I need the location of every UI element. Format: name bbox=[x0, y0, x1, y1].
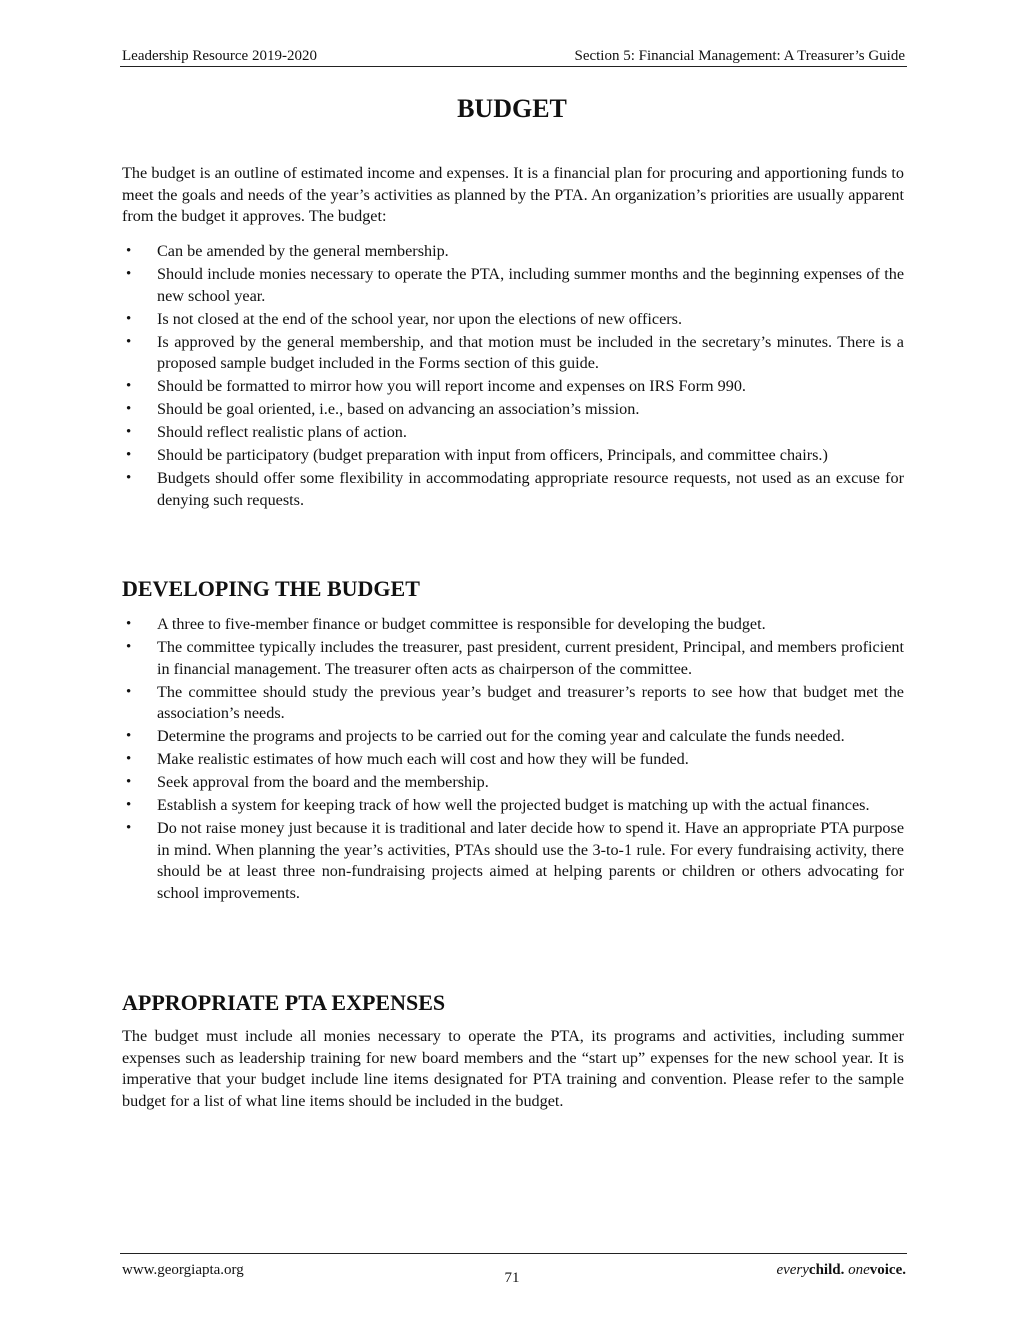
budget-bullet-list bbox=[122, 241, 904, 513]
list-item: • Should include monies necessary to operate the PTA, including summer months and the beginning expenses of the new school year. bbox=[122, 264, 904, 307]
expenses-heading: APPROPRIATE PTA EXPENSES bbox=[122, 990, 446, 1015]
list-item: • Should be formatted to mirror how you will report income and expenses on IRS Form 990. bbox=[122, 376, 904, 398]
intro-paragraph: The budget is an outline of estimated income and expenses. It is a financial plan for procuring and apportioning funds to meet the goals and needs of the year’s activities as planned by the PTA. An organization’s priorities are usually apparent from the budget it approves. The budget: bbox=[122, 164, 904, 225]
header-right-text: Section 5: Financial Management: A Treasurer’s Guide bbox=[574, 48, 905, 64]
header-left-text: Leadership Resource 2019-2020 bbox=[122, 48, 317, 64]
list-item: • Seek approval from the board and the membership. bbox=[122, 772, 904, 794]
list-item: • Establish a system for keeping track of how well the projected budget is matching up with the actual finances. bbox=[122, 795, 904, 817]
list-item: • Can be amended by the general membership. bbox=[122, 241, 904, 263]
footer-divider bbox=[120, 1253, 907, 1254]
page-header bbox=[120, 46, 907, 67]
footer-website: www.georgiapta.org bbox=[122, 1262, 244, 1278]
list-item: • A three to five-member finance or budget committee is responsible for developing the budget. bbox=[122, 614, 904, 636]
footer-tagline bbox=[776, 1262, 906, 1279]
list-item: • Is approved by the general membership, and that motion must be included in the secretary’s minutes. There is a proposed sample budget included in the Forms section of this guide. bbox=[122, 332, 904, 375]
list-item: • Determine the programs and projects to be carried out for the coming year and calculate the funds needed. bbox=[122, 726, 904, 748]
list-item: • Make realistic estimates of how much each will cost and how they will be funded. bbox=[122, 749, 904, 771]
list-item: • The committee typically includes the treasurer, past president, current president, Principal, and members proficient in financial management. The treasurer often acts as chairperson of the committee. bbox=[122, 637, 904, 680]
list-item: • Should be goal oriented, i.e., based on advancing an association’s mission. bbox=[122, 399, 904, 421]
list-item: • The committee should study the previous year’s budget and treasurer’s reports to see how that budget met the association’s needs. bbox=[122, 682, 904, 725]
list-item: • Do not raise money just because it is traditional and later decide how to spend it. Have an appropriate PTA purpose in mind. When planning the year’s activities, PTAs should use the 3-to-1 rule. For every fundraising activity, there should be at least three non-fundraising projects aimed at helping parents or children or others advocating for school improvements. bbox=[122, 818, 904, 904]
expenses-paragraph: The budget must include all monies necessary to operate the PTA, its programs and activities, including summer expenses such as leadership training for new board members and the “start up” expenses for the new school year. It is imperative that your budget include line items designated for PTA training and convention. Please refer to the sample budget for a list of what line items should be included in the budget. bbox=[122, 1027, 904, 1110]
list-item: • Should be participatory (budget preparation with input from officers, Principals, and committee chairs.) bbox=[122, 445, 904, 467]
developing-bullet-list bbox=[122, 614, 904, 906]
list-item: • Is not closed at the end of the school year, nor upon the elections of new officers. bbox=[122, 309, 904, 331]
list-item: • Budgets should offer some flexibility in accommodating appropriate resource requests, not used as an excuse for denying such requests. bbox=[122, 468, 904, 511]
tagline-one: one bbox=[848, 1262, 870, 1278]
tagline-voice: voice. bbox=[869, 1262, 906, 1278]
page-title: BUDGET bbox=[457, 94, 567, 123]
list-item: • Should reflect realistic plans of action. bbox=[122, 422, 904, 444]
page-number: 71 bbox=[504, 1270, 520, 1286]
developing-heading: DEVELOPING THE BUDGET bbox=[122, 576, 420, 601]
tagline-every: every bbox=[776, 1262, 809, 1278]
tagline-child: child. bbox=[808, 1262, 845, 1278]
